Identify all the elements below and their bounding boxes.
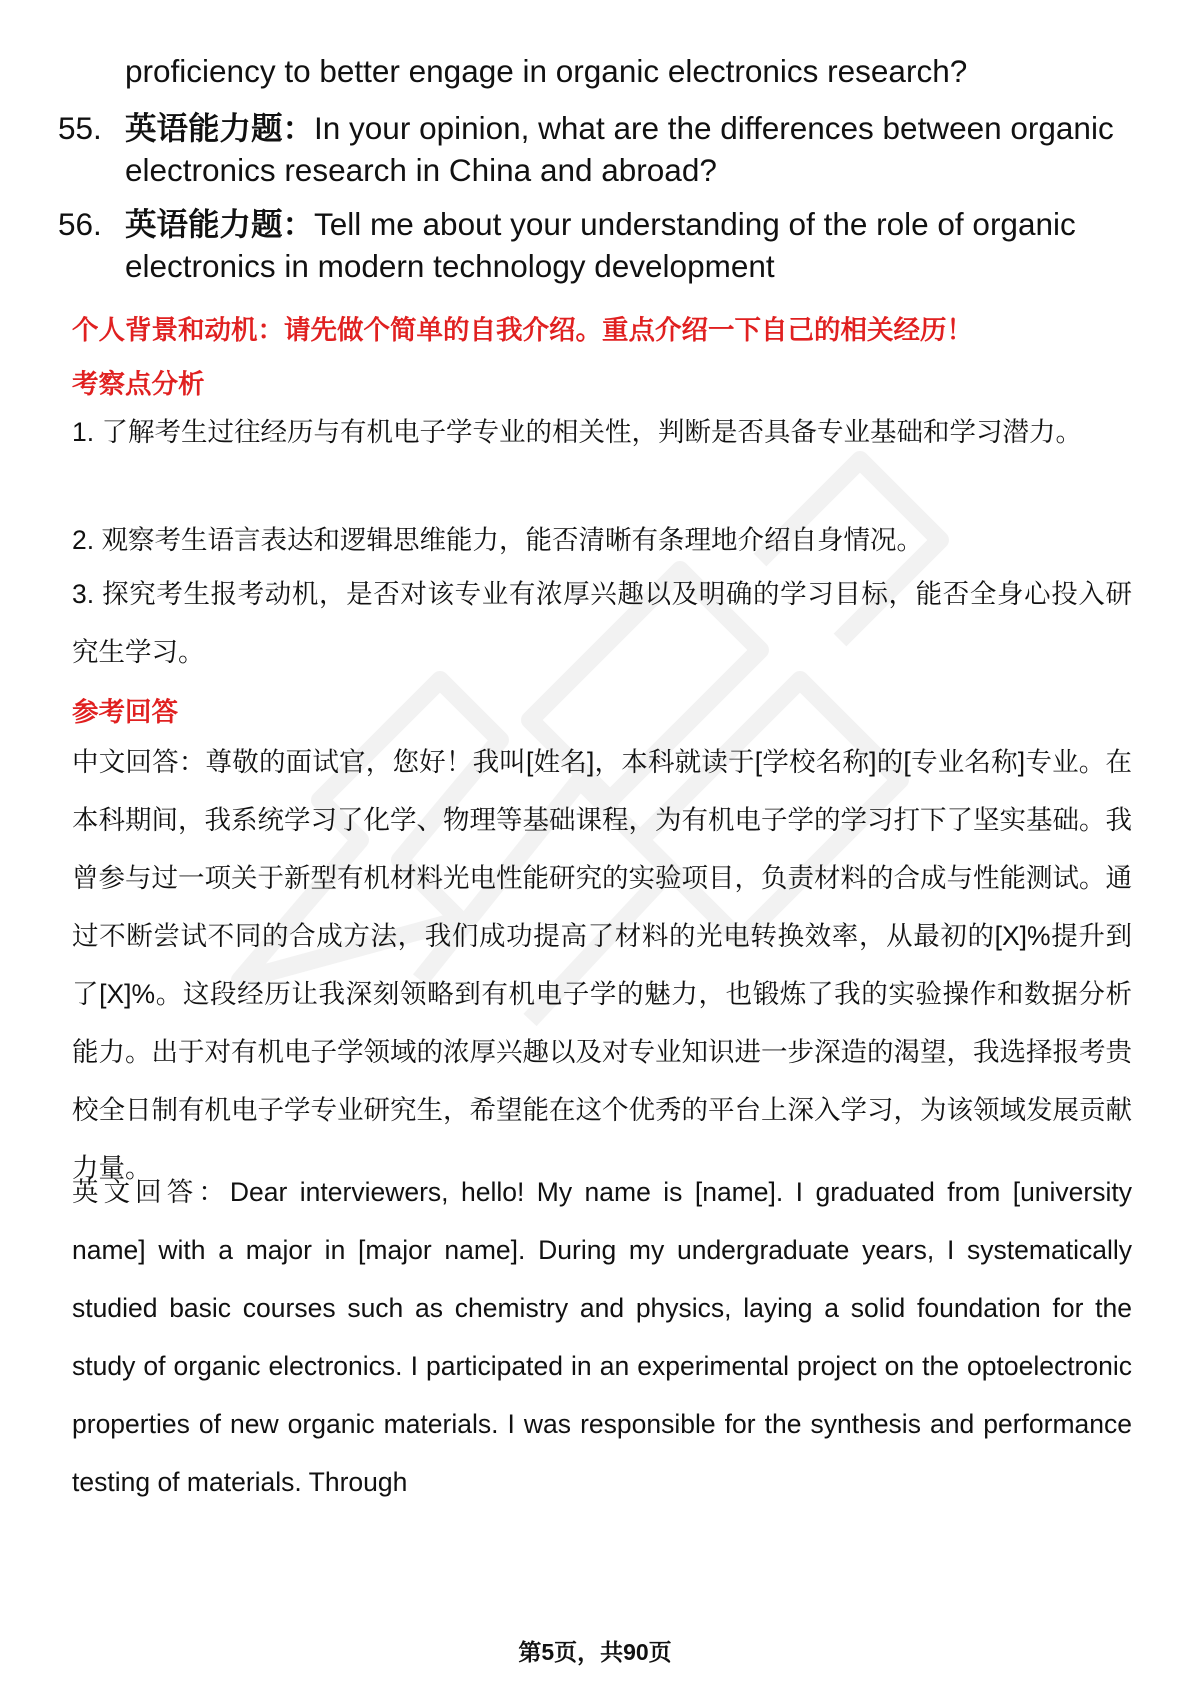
question-55: [58, 107, 1118, 191]
section-title: 个人背景和动机：请先做个简单的自我介绍。重点介绍一下自己的相关经历！: [72, 315, 973, 345]
page-footer: 第5页，共90页: [518, 1639, 672, 1665]
answer-english-text: Dear interviewers, hello! My name is [name]. I graduated from [university name] with a major in [major name]. During my undergraduate years, I systematically studied basic courses such as chemistry and physics, laying a solid foundation for the study of organic electronics. I participated in an experimental project on the optoelectronic properties of new organic materials. I was responsible for the synthesis and performance testing of materials. Through: [72, 1177, 1132, 1497]
answer-chinese-label: 中文回答：: [72, 747, 206, 777]
question-continuation-text: proficiency to better engage in organic electronics research?: [125, 53, 968, 89]
analysis-point-3: 3. 探究考生报考动机，是否对该专业有浓厚兴趣以及明确的学习目标，能否全身心投入研究生学习。: [72, 579, 1132, 667]
question-label: 英语能力题：: [125, 110, 315, 146]
answer-chinese: [72, 733, 1132, 1197]
question-56: [58, 203, 1118, 287]
analysis-point-1: 1. 了解考生过往经历与有机电子学专业的相关性，判断是否具备专业基础和学习潜力。: [72, 417, 1082, 447]
answer-english-label: 英文回答：: [72, 1177, 230, 1207]
question-text: Tell me about your understanding of the role of organic electronics in modern technology development: [125, 206, 1076, 284]
question-label: 英语能力题：: [125, 206, 315, 242]
question-number: 56.: [58, 206, 102, 242]
answer-heading: 参考回答: [72, 697, 178, 727]
analysis-point-2: 2. 观察考生语言表达和逻辑思维能力，能否清晰有条理地介绍自身情况。: [72, 525, 923, 555]
question-continuation: [58, 50, 1118, 92]
answer-chinese-text: 尊敬的面试官，您好！我叫[姓名]，本科就读于[学校名称]的[专业名称]专业。在本科期间，我系统学习了化学、物理等基础课程，为有机电子学的学习打下了坚实基础。我曾参与过一项关于新型有机材料光电性能研究的实验项目，负责材料的合成与性能测试。通过不断尝试不同的合成方法，我们成功提高了材料的光电转换效率，从最初的[X]%提升到了[X]%。这段经历让我深刻领略到有机电子学的魅力，也锻炼了我的实验操作和数据分析能力。出于对有机电子学领域的浓厚兴趣以及对专业知识进一步深造的渴望，我选择报考贵校全日制有机电子学专业研究生，希望能在这个优秀的平台上深入学习，为该领域发展贡献力量。: [72, 747, 1132, 1183]
question-text: In your opinion, what are the differences between organic electronics research in China and abroad?: [125, 110, 1114, 188]
answer-english: [72, 1163, 1132, 1511]
analysis-heading: 考察点分析: [72, 369, 205, 399]
question-number: 55.: [58, 110, 102, 146]
